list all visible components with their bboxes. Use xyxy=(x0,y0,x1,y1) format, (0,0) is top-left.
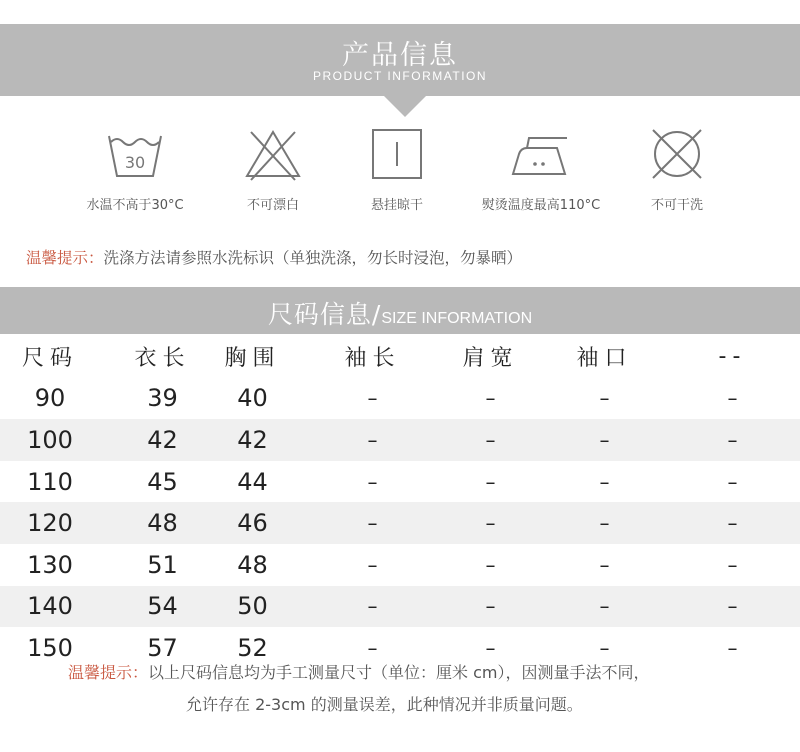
cell-extra: – xyxy=(727,635,738,660)
cell-shoulder: – xyxy=(485,427,496,452)
header-cuff: 袖口 xyxy=(576,346,633,372)
cell-length: 48 xyxy=(147,509,178,538)
cell-chest: 42 xyxy=(237,425,268,454)
cell-cuff: – xyxy=(599,511,610,536)
measurement-note-line2: 允许存在 2-3cm 的测量误差，此种情况并非质量问题。 xyxy=(186,695,583,714)
care-item-wash xyxy=(60,126,210,213)
wash-temp-badge: 30 xyxy=(124,153,146,172)
table-row xyxy=(0,461,800,503)
measurement-note-line1 xyxy=(68,660,650,683)
cell-length: 45 xyxy=(147,467,178,496)
care-label-wash: 水温不高于30°C xyxy=(86,198,184,213)
cell-shoulder: – xyxy=(485,594,496,619)
cell-size: 150 xyxy=(27,633,73,662)
cell-sleeve: – xyxy=(367,511,378,536)
cell-sleeve: – xyxy=(367,386,378,411)
cell-extra: – xyxy=(727,386,738,411)
hang-dry-icon xyxy=(367,126,427,182)
header-sleeve: 袖长 xyxy=(344,346,401,372)
no-tumble-dry-icon xyxy=(647,126,707,182)
measurement-note-text1: 以上尺码信息均为手工测量尺寸（单位：厘米 cm），因测量手法不同， xyxy=(148,663,650,682)
size-section-title xyxy=(0,295,800,331)
cell-cuff: – xyxy=(599,635,610,660)
cell-chest: 40 xyxy=(237,384,268,413)
wash-30-icon xyxy=(105,126,165,182)
wash-tip-label: 温馨提示： xyxy=(26,249,104,267)
care-label-drying: 不可干洗 xyxy=(650,198,703,213)
cell-sleeve: – xyxy=(367,594,378,619)
cell-shoulder: – xyxy=(485,552,496,577)
banner-pointer xyxy=(383,95,427,117)
cell-length: 57 xyxy=(147,633,178,662)
size-title-cn: 尺码信息/ xyxy=(267,300,382,329)
cell-sleeve: – xyxy=(367,552,378,577)
care-label-iron: 熨烫温度最高110°C xyxy=(481,198,601,213)
cell-cuff: – xyxy=(599,427,610,452)
table-row xyxy=(0,586,800,628)
cell-size: 120 xyxy=(27,509,73,538)
cell-shoulder: – xyxy=(485,511,496,536)
cell-sleeve: – xyxy=(367,469,378,494)
cell-size: 90 xyxy=(34,384,66,413)
cell-chest: 50 xyxy=(237,592,268,621)
cell-chest: 52 xyxy=(237,633,268,662)
care-label-bleach: 不可漂白 xyxy=(246,198,299,213)
table-row xyxy=(0,419,800,461)
cell-size: 110 xyxy=(27,467,73,496)
page-subtitle: PRODUCT INFORMATION xyxy=(312,69,488,83)
care-label-hang: 悬挂晾干 xyxy=(370,198,423,213)
cell-shoulder: – xyxy=(485,635,496,660)
cell-shoulder: – xyxy=(485,386,496,411)
cell-shoulder: – xyxy=(485,469,496,494)
cell-extra: – xyxy=(727,469,738,494)
size-title-en: SIZE INFORMATION xyxy=(381,310,533,327)
header-length: 衣长 xyxy=(134,346,191,372)
cell-cuff: – xyxy=(599,386,610,411)
header-chest: 胸围 xyxy=(224,346,281,372)
header-extra: -- xyxy=(718,344,747,370)
cell-size: 140 xyxy=(27,592,73,621)
cell-cuff: – xyxy=(599,469,610,494)
cell-length: 51 xyxy=(147,550,178,579)
no-bleach-icon xyxy=(243,126,303,182)
page-title: 产品信息 xyxy=(342,40,458,71)
cell-cuff: – xyxy=(599,552,610,577)
cell-extra: – xyxy=(727,427,738,452)
care-item-iron xyxy=(466,126,616,213)
table-row xyxy=(0,544,800,586)
header-shoulder: 肩宽 xyxy=(462,346,519,372)
cell-extra: – xyxy=(727,511,738,536)
iron-icon xyxy=(509,126,573,182)
care-item-drying xyxy=(602,126,752,213)
cell-length: 39 xyxy=(147,384,178,413)
header-size: 尺码 xyxy=(21,346,78,372)
table-header-row xyxy=(0,336,800,378)
table-row xyxy=(0,502,800,544)
wash-tip xyxy=(26,246,522,268)
cell-size: 100 xyxy=(27,425,73,454)
cell-chest: 48 xyxy=(237,550,268,579)
wash-tip-text: 洗涤方法请参照水洗标识（单独洗涤，勿长时浸泡，勿暴晒） xyxy=(103,249,523,267)
cell-sleeve: – xyxy=(367,635,378,660)
cell-cuff: – xyxy=(599,594,610,619)
care-item-hang xyxy=(322,126,472,213)
size-table xyxy=(0,336,800,669)
cell-chest: 44 xyxy=(237,467,268,496)
cell-length: 54 xyxy=(147,592,178,621)
cell-extra: – xyxy=(727,552,738,577)
table-row xyxy=(0,378,800,420)
cell-sleeve: – xyxy=(367,427,378,452)
cell-chest: 46 xyxy=(237,509,268,538)
cell-size: 130 xyxy=(27,550,73,579)
cell-extra: – xyxy=(727,594,738,619)
cell-length: 42 xyxy=(147,425,178,454)
measurement-note-label: 温馨提示： xyxy=(68,663,149,682)
